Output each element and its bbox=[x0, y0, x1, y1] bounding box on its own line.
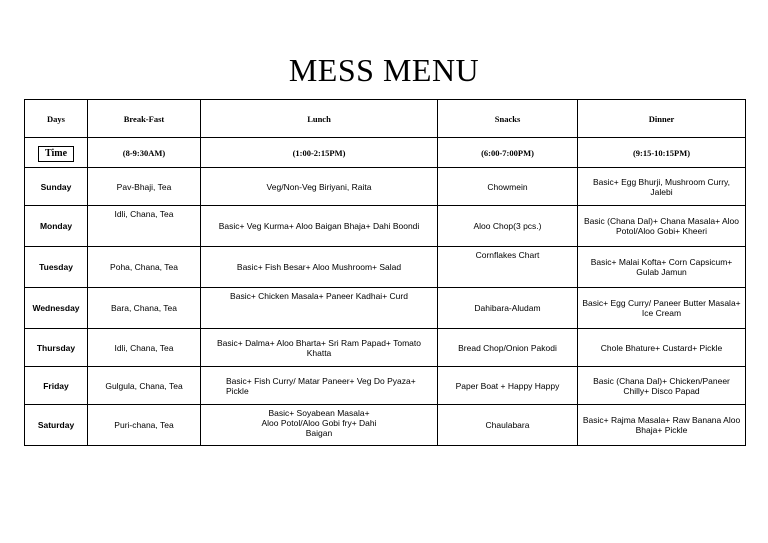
dinner-cell: Chole Bhature+ Custard+ Pickle bbox=[578, 329, 746, 367]
breakfast-cell: Idli, Chana, Tea bbox=[88, 206, 201, 247]
mess-menu-table bbox=[24, 99, 746, 446]
snacks-cell: Paper Boat + Happy Happy bbox=[438, 367, 578, 405]
time-row bbox=[25, 138, 746, 168]
breakfast-cell: Idli, Chana, Tea bbox=[88, 329, 201, 367]
header-row bbox=[25, 100, 746, 138]
breakfast-cell: Pav-Bhaji, Tea bbox=[88, 168, 201, 206]
lunch-cell: Basic+ Dalma+ Aloo Bharta+ Sri Ram Papad+ Tomato Khatta bbox=[201, 329, 438, 367]
table-row bbox=[25, 206, 746, 247]
header-dinner: Dinner bbox=[578, 100, 746, 138]
table-row bbox=[25, 367, 746, 405]
header-breakfast: Break-Fast bbox=[88, 100, 201, 138]
day-cell: Friday bbox=[25, 367, 88, 405]
time-dinner: (9:15-10:15PM) bbox=[578, 138, 746, 168]
dinner-cell: Basic+ Egg Bhurji, Mushroom Curry, Jalebi bbox=[578, 168, 746, 206]
day-cell: Monday bbox=[25, 206, 88, 247]
day-cell: Wednesday bbox=[25, 288, 88, 329]
time-label-cell bbox=[25, 138, 88, 168]
dinner-cell: Basic+ Egg Curry/ Paneer Butter Masala+ Ice Cream bbox=[578, 288, 746, 329]
header-snacks: Snacks bbox=[438, 100, 578, 138]
header-days: Days bbox=[25, 100, 88, 138]
lunch-cell: Veg/Non-Veg Biriyani, Raita bbox=[201, 168, 438, 206]
table-row bbox=[25, 288, 746, 329]
time-snacks: (6:00-7:00PM) bbox=[438, 138, 578, 168]
table-row bbox=[25, 329, 746, 367]
breakfast-cell: Bara, Chana, Tea bbox=[88, 288, 201, 329]
day-cell: Saturday bbox=[25, 405, 88, 446]
snacks-cell: Dahibara-Aludam bbox=[438, 288, 578, 329]
snacks-cell: Bread Chop/Onion Pakodi bbox=[438, 329, 578, 367]
dinner-cell: Basic (Chana Dal)+ Chicken/Paneer Chilly+ Disco Papad bbox=[578, 367, 746, 405]
day-cell: Thursday bbox=[25, 329, 88, 367]
breakfast-cell: Gulgula, Chana, Tea bbox=[88, 367, 201, 405]
time-lunch: (1:00-2:15PM) bbox=[201, 138, 438, 168]
table-row bbox=[25, 168, 746, 206]
breakfast-cell: Poha, Chana, Tea bbox=[88, 247, 201, 288]
snacks-cell: Cornflakes Chart bbox=[438, 247, 578, 288]
lunch-cell: Basic+ Veg Kurma+ Aloo Baigan Bhaja+ Dahi Boondi bbox=[201, 206, 438, 247]
time-label: Time bbox=[38, 146, 74, 162]
table-row bbox=[25, 405, 746, 446]
dinner-cell: Basic+ Rajma Masala+ Raw Banana Aloo Bhaja+ Pickle bbox=[578, 405, 746, 446]
table-row bbox=[25, 247, 746, 288]
lunch-cell: Basic+ Chicken Masala+ Paneer Kadhai+ Curd bbox=[201, 288, 438, 329]
snacks-cell: Chaulabara bbox=[438, 405, 578, 446]
dinner-cell: Basic+ Malai Kofta+ Corn Capsicum+ Gulab Jamun bbox=[578, 247, 746, 288]
snacks-cell: Chowmein bbox=[438, 168, 578, 206]
page-title: MESS MENU bbox=[288, 52, 480, 88]
snacks-cell: Aloo Chop(3 pcs.) bbox=[438, 206, 578, 247]
breakfast-cell: Puri-chana, Tea bbox=[88, 405, 201, 446]
lunch-cell: Basic+ Fish Besar+ Aloo Mushroom+ Salad bbox=[201, 247, 438, 288]
time-breakfast: (8-9:30AM) bbox=[88, 138, 201, 168]
header-lunch: Lunch bbox=[201, 100, 438, 138]
day-cell: Tuesday bbox=[25, 247, 88, 288]
dinner-cell: Basic (Chana Dal)+ Chana Masala+ Aloo Potol/Aloo Gobi+ Kheeri bbox=[578, 206, 746, 247]
lunch-cell: Basic+ Fish Curry/ Matar Paneer+ Veg Do Pyaza+ Pickle bbox=[201, 367, 438, 405]
day-cell: Sunday bbox=[25, 168, 88, 206]
lunch-cell: Basic+ Soyabean Masala+ Aloo Potol/Aloo Gobi fry+ Dahi Baigan bbox=[201, 405, 438, 446]
